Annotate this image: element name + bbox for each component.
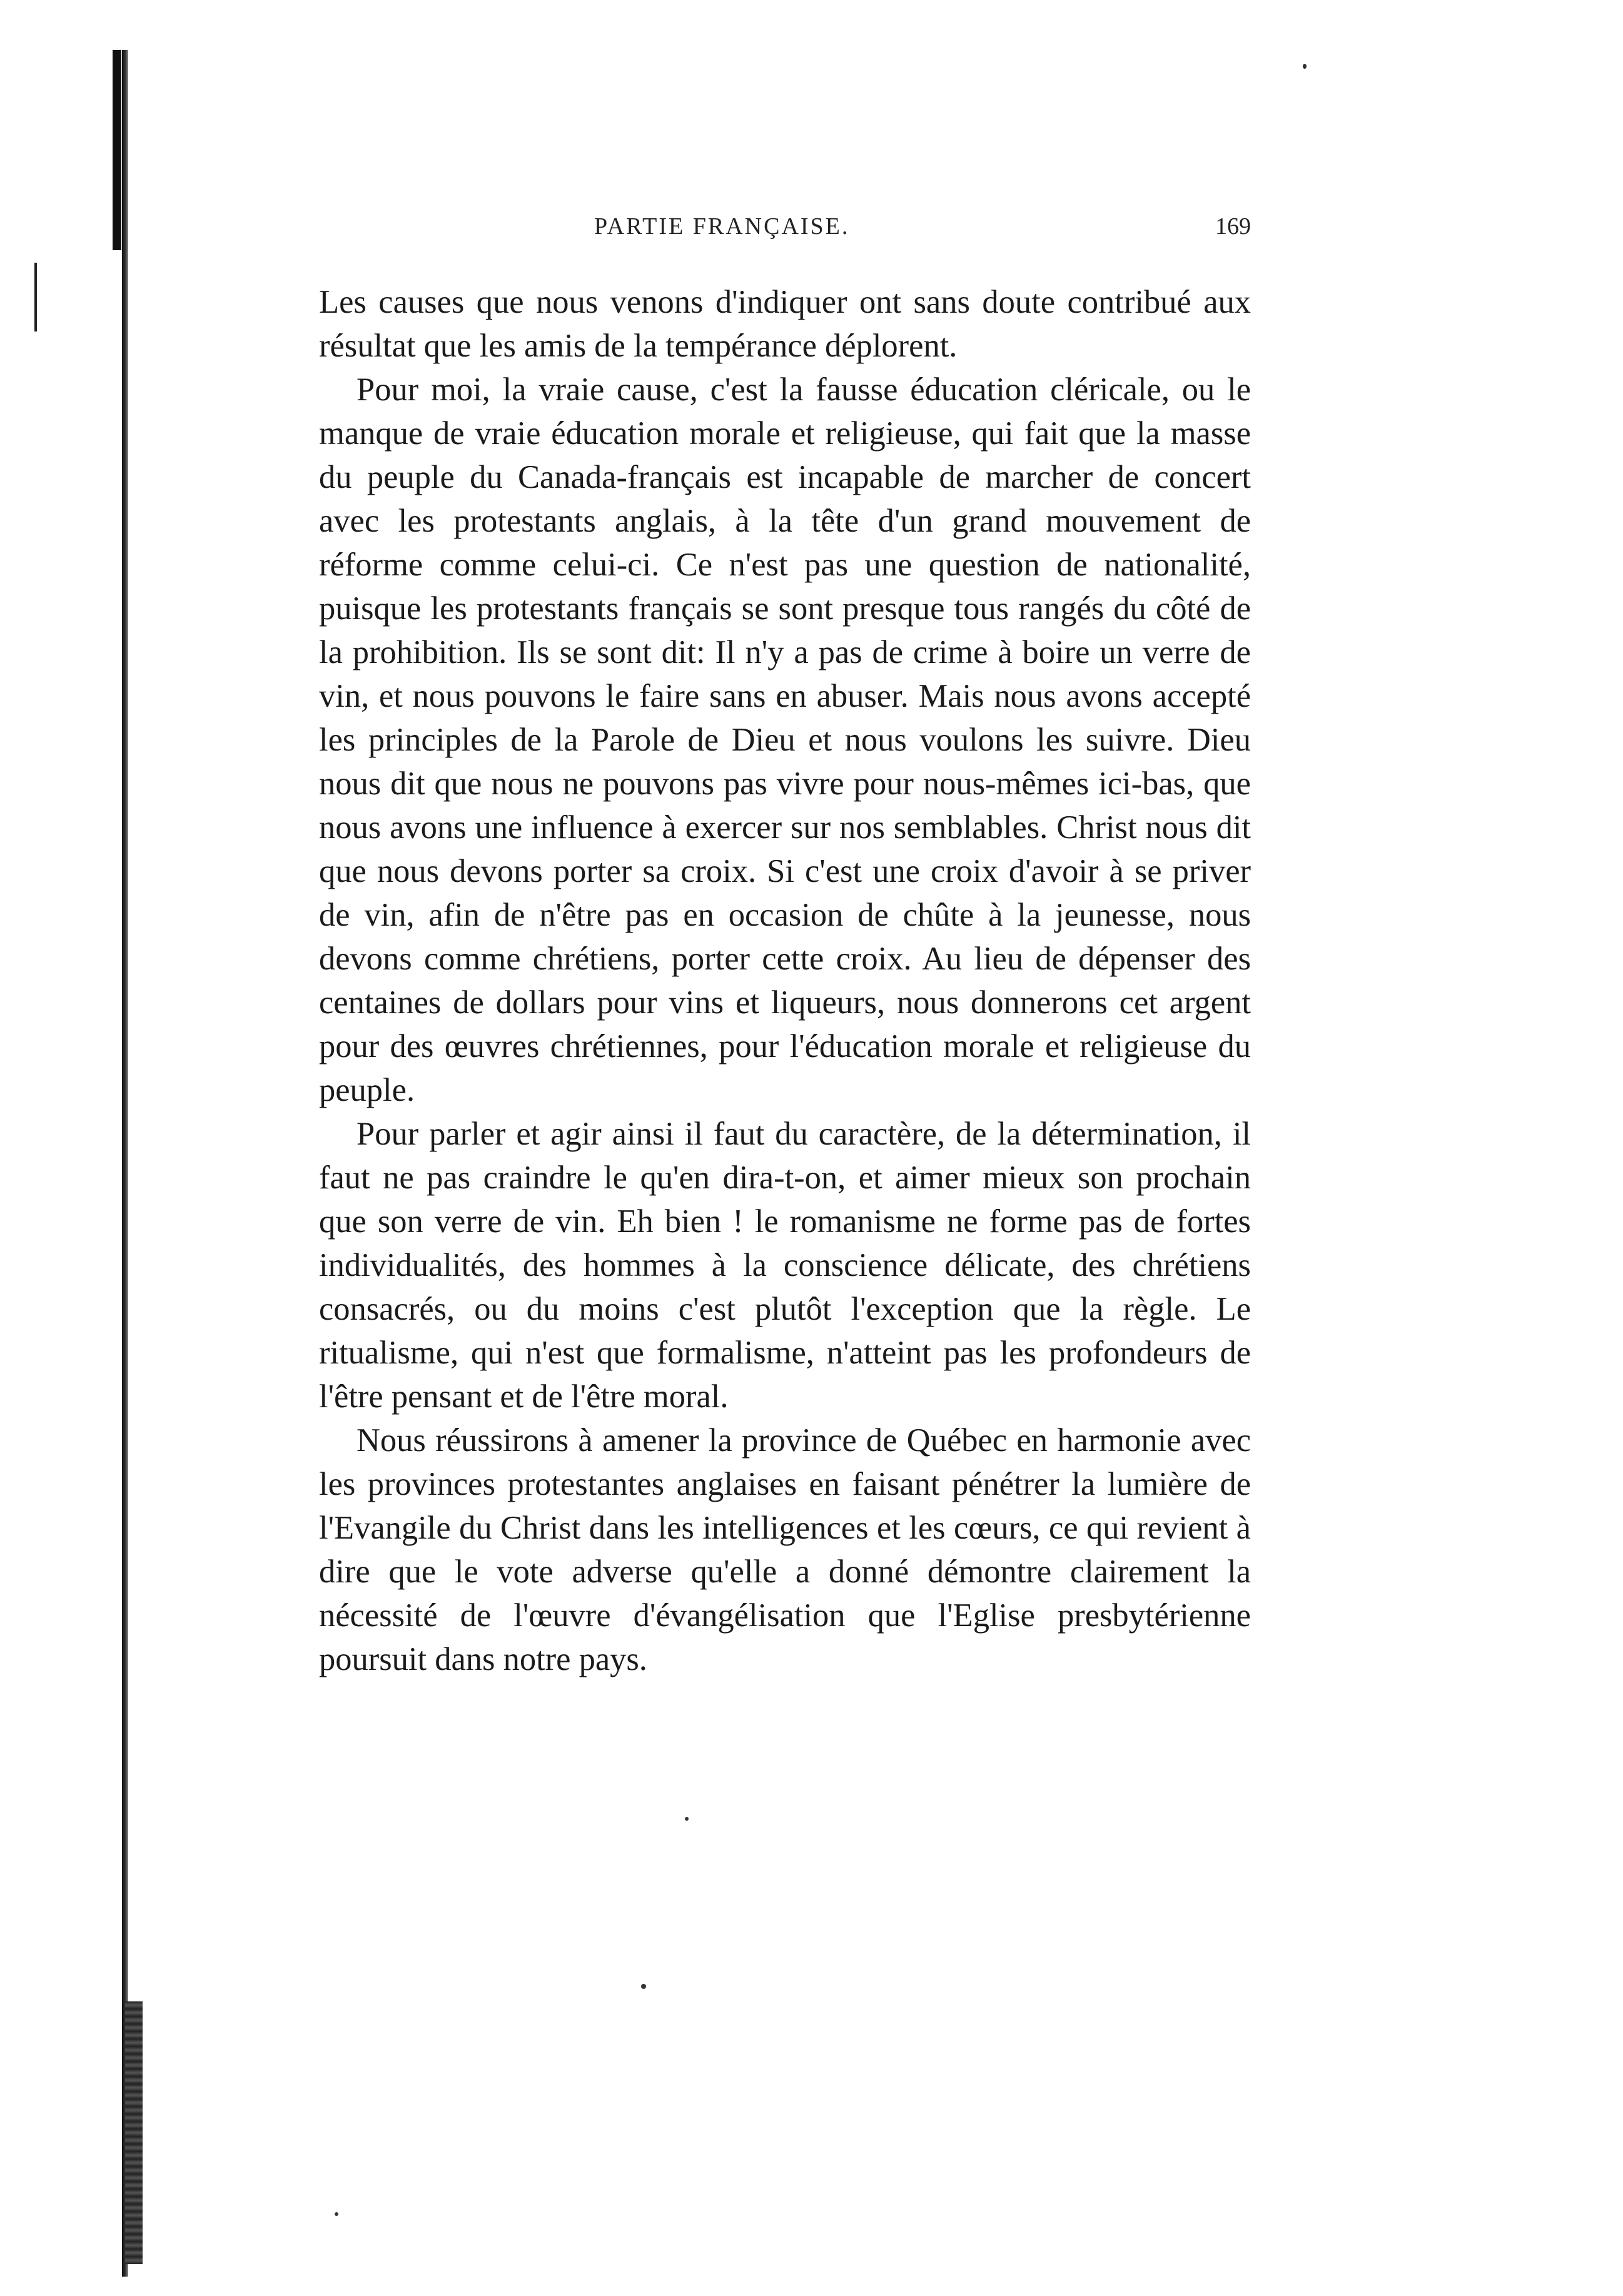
paragraph-4: Nous réussirons à amener la province de Québec en harmonie avec les provinces protestantes anglaises en faisant pénétrer la lumière de l'Evangile du Christ dans les intelligences et les cœurs, ce qui revient à dire que le vote adverse qu'elle a donné démontre clairement la nécessité de l'œuvre d'évangélisation que l'Eglise presbytérienne poursuit dans notre pays. — [319, 1422, 1251, 1677]
ink-speck — [641, 1984, 646, 1989]
running-head: PARTIE FRANÇAISE. — [594, 213, 850, 240]
binding-shadow — [122, 50, 128, 2277]
paragraph-1: Les causes que nous venons d'indiquer ont sans doute contribué aux résultat que les amis de la tempérance déplorent. — [319, 284, 1251, 364]
paragraph-3: Pour parler et agir ainsi il faut du caractère, de la détermination, il faut ne pas craindre le qu'en dira-t-on, et aimer mieux son prochain que son verre de vin. Eh bien ! le romanisme ne forme pas de fortes individualités, des hommes à la conscience délicate, des chrétiens consacrés, ou du moins c'est plutôt l'exception que la règle. Le ritualisme, qui n'est que formalisme, n'atteint pas les profondeurs de l'être pensant et de l'être moral. — [319, 1116, 1251, 1415]
scan-mark — [34, 263, 37, 331]
binding-shadow-bottom — [125, 2001, 143, 2264]
ink-speck — [1303, 64, 1307, 69]
ink-speck — [335, 2212, 338, 2216]
page-header — [319, 213, 1251, 250]
ink-speck — [685, 1817, 689, 1821]
page-number: 169 — [1215, 213, 1251, 240]
binding-shadow-top — [113, 50, 121, 250]
paragraph-2: Pour moi, la vraie cause, c'est la fausse éducation cléricale, ou le manque de vraie éducation morale et religieuse, qui fait que la masse du peuple du Canada-français est incapable de marcher de concert avec les protestants anglais, à la tête d'un grand mouvement de réforme comme celui-ci. Ce n'est pas une question de nationalité, puisque les protestants français se sont presque tous rangés du côté de la prohibition. Ils se sont dit: Il n'y a pas de crime à boire un verre de vin, et nous pouvons le faire sans en abuser. Mais nous avons accepté les principles de la Parole de Dieu et nous voulons les suivre. Dieu nous dit que nous ne pouvons pas vivre pour nous-mêmes ici-bas, que nous avons une influence à exercer sur nos semblables. Christ nous dit que nous devons porter sa croix. Si c'est une croix d'avoir à se priver de vin, afin de n'être pas en occasion de chûte à la jeunesse, nous devons comme chrétiens, porter cette croix. Au lieu de dépenser des centaines de dollars pour vins et liqueurs, nous donnerons cet argent pour des œuvres chrétiennes, pour l'éducation morale et religieuse du peuple. — [319, 372, 1251, 1108]
body-text — [319, 280, 1251, 1681]
